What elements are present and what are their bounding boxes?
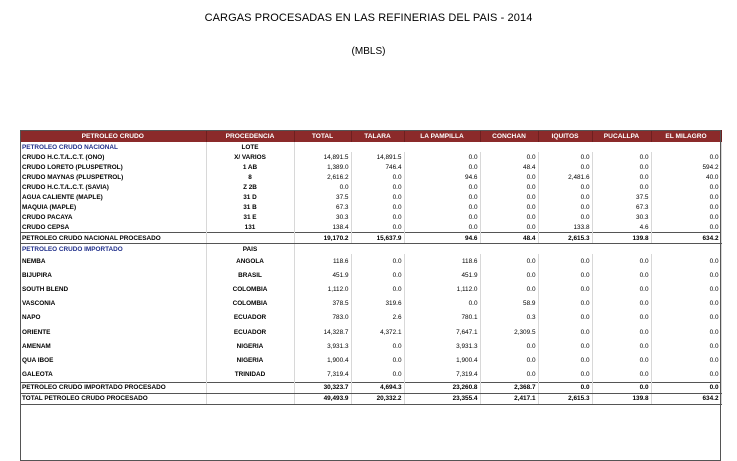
- table-cell: 451.9: [404, 268, 480, 282]
- table-cell: 0.0: [538, 202, 592, 212]
- table-cell: 0.0: [651, 297, 721, 311]
- table-cell: 0.0: [480, 368, 538, 383]
- table-row: [20, 152, 721, 162]
- table-cell: 0.0: [404, 192, 480, 202]
- table-cell: COLOMBIA: [206, 282, 294, 296]
- table-cell: Z 2B: [206, 182, 294, 192]
- table-cell: 634.2: [651, 233, 721, 244]
- table-cell: BIJUPIRA: [20, 268, 206, 282]
- header-conchan: CONCHAN: [480, 130, 538, 142]
- section-column-label: LOTE: [206, 142, 294, 152]
- table-cell: 2,616.2: [294, 172, 351, 182]
- table-cell: [206, 233, 294, 244]
- table-cell: 0.0: [480, 268, 538, 282]
- table-cell: 1,389.0: [294, 162, 351, 172]
- table-row: [20, 282, 721, 296]
- table-cell: 2,481.6: [538, 172, 592, 182]
- table-cell: 0.0: [592, 268, 651, 282]
- section-label: PETROLEO CRUDO IMPORTADO: [20, 244, 206, 255]
- table-cell: 1,900.4: [404, 353, 480, 367]
- subtotal-row-nacional: [20, 233, 721, 244]
- table-cell: TOTAL PETROLEO CRUDO PROCESADO: [20, 393, 206, 404]
- table-cell: 131: [206, 222, 294, 233]
- table-row: [20, 162, 721, 172]
- table-row: [20, 182, 721, 192]
- table-cell: 0.0: [592, 282, 651, 296]
- table-cell: CRUDO H.C.T./L.C.T. (SAVIA): [20, 182, 206, 192]
- table-cell: SOUTH BLEND: [20, 282, 206, 296]
- table-cell: CRUDO LORETO (PLUSPETROL): [20, 162, 206, 172]
- table-cell: 0.0: [592, 339, 651, 353]
- table-cell: 0.0: [404, 152, 480, 162]
- table-cell: CRUDO MAYNAS (PLUSPETROL): [20, 172, 206, 182]
- table-row: [20, 254, 721, 268]
- table-cell: 0.0: [592, 353, 651, 367]
- table-cell: TRINIDAD: [206, 368, 294, 383]
- table-cell: 0.0: [592, 368, 651, 383]
- table-cell: 0.0: [538, 368, 592, 383]
- table-cell: 2,615.3: [538, 393, 592, 404]
- table-cell: 0.0: [480, 353, 538, 367]
- table-cell: 19,170.2: [294, 233, 351, 244]
- table-cell: 30.3: [592, 212, 651, 222]
- table-cell: 0.0: [538, 282, 592, 296]
- table-cell: AGUA CALIENTE (MAPLE): [20, 192, 206, 202]
- table-cell: 94.6: [404, 233, 480, 244]
- table-cell: 0.0: [651, 382, 721, 393]
- table-cell: 634.2: [651, 393, 721, 404]
- table-cell: 0.0: [480, 152, 538, 162]
- table-cell: 0.0: [404, 162, 480, 172]
- table-cell: 0.0: [538, 382, 592, 393]
- table-row: [20, 297, 721, 311]
- table-cell: 139.8: [592, 393, 651, 404]
- table-cell: 783.0: [294, 311, 351, 325]
- section-label: PETROLEO CRUDO NACIONAL: [20, 142, 206, 152]
- table-cell: 23,260.8: [404, 382, 480, 393]
- table-cell: 40.0: [651, 172, 721, 182]
- table-row: [20, 325, 721, 339]
- table-cell: 0.0: [651, 268, 721, 282]
- table-cell: 0.3: [480, 311, 538, 325]
- table-cell: 133.8: [538, 222, 592, 233]
- table-row: [20, 368, 721, 383]
- table-cell: 0.0: [351, 282, 404, 296]
- table-cell: 0.0: [538, 162, 592, 172]
- table-cell: 0.0: [351, 339, 404, 353]
- table-cell: ECUADOR: [206, 325, 294, 339]
- report-units: (MBLS): [351, 46, 386, 57]
- table-cell: 0.0: [351, 192, 404, 202]
- table-row: [20, 202, 721, 212]
- table-cell: 3,931.3: [404, 339, 480, 353]
- table-cell: 0.0: [538, 182, 592, 192]
- table-cell: CRUDO CEPSA: [20, 222, 206, 233]
- table-row: [20, 192, 721, 202]
- table-cell: 319.6: [351, 297, 404, 311]
- table-cell: ANGOLA: [206, 254, 294, 268]
- table-cell: 58.9: [480, 297, 538, 311]
- table-cell: 31 D: [206, 192, 294, 202]
- table-cell: 1 AB: [206, 162, 294, 172]
- table-cell: 0.0: [651, 254, 721, 268]
- grand-total-row: [20, 393, 721, 404]
- table-cell: 0.0: [351, 222, 404, 233]
- table-cell: BRASIL: [206, 268, 294, 282]
- table-cell: 67.3: [294, 202, 351, 212]
- table-cell: 67.3: [592, 202, 651, 212]
- table-cell: 8: [206, 172, 294, 182]
- table-cell: 0.0: [480, 202, 538, 212]
- table-cell: 2,309.5: [480, 325, 538, 339]
- table-cell: VASCONIA: [20, 297, 206, 311]
- table-cell: MAQUIA (MAPLE): [20, 202, 206, 212]
- header-procedencia: PROCEDENCIA: [206, 130, 294, 142]
- table-cell: 0.0: [592, 297, 651, 311]
- table-cell: 0.0: [651, 202, 721, 212]
- table-cell: 7,647.1: [404, 325, 480, 339]
- table-cell: 4.6: [592, 222, 651, 233]
- table-cell: 30.3: [294, 212, 351, 222]
- table-cell: 30,323.7: [294, 382, 351, 393]
- table-cell: 0.0: [351, 254, 404, 268]
- table-cell: 0.0: [538, 212, 592, 222]
- table-cell: 1,112.0: [294, 282, 351, 296]
- header-el-milagro: EL MILAGRO: [651, 130, 721, 142]
- table-cell: 2,368.7: [480, 382, 538, 393]
- table-cell: 0.0: [538, 325, 592, 339]
- section-filler: [294, 244, 721, 255]
- header-iquitos: IQUITOS: [538, 130, 592, 142]
- table-cell: 14,891.5: [294, 152, 351, 162]
- table-row: [20, 353, 721, 367]
- table-cell: 0.0: [651, 222, 721, 233]
- table-cell: 2,615.3: [538, 233, 592, 244]
- section-column-label: PAIS: [206, 244, 294, 255]
- table-cell: 0.0: [351, 172, 404, 182]
- table-cell: 37.5: [294, 192, 351, 202]
- table-cell: 139.8: [592, 233, 651, 244]
- table-cell: 7,319.4: [294, 368, 351, 383]
- table-cell: 0.0: [651, 311, 721, 325]
- table-cell: 0.0: [480, 192, 538, 202]
- section-row-importado: [20, 244, 721, 255]
- table-cell: 0.0: [538, 152, 592, 162]
- table-cell: 451.9: [294, 268, 351, 282]
- table-cell: NIGERIA: [206, 353, 294, 367]
- table-cell: 0.0: [404, 212, 480, 222]
- table-cell: 0.0: [351, 182, 404, 192]
- section-filler: [294, 142, 721, 152]
- table-cell: 780.1: [404, 311, 480, 325]
- table-cell: 7,319.4: [404, 368, 480, 383]
- table-cell: 0.0: [404, 222, 480, 233]
- table-cell: COLOMBIA: [206, 297, 294, 311]
- table-cell: 0.0: [651, 325, 721, 339]
- header-pucallpa: PUCALLPA: [592, 130, 651, 142]
- table-cell: 0.0: [538, 297, 592, 311]
- table-cell: 0.0: [538, 353, 592, 367]
- table-cell: 0.0: [592, 254, 651, 268]
- table-cell: 0.0: [651, 152, 721, 162]
- table-cell: 14,891.5: [351, 152, 404, 162]
- table-cell: 0.0: [651, 192, 721, 202]
- table-cell: 1,900.4: [294, 353, 351, 367]
- table-cell: 0.0: [404, 202, 480, 212]
- table-cell: ORIENTE: [20, 325, 206, 339]
- table-cell: 0.0: [351, 268, 404, 282]
- table-cell: 0.0: [651, 212, 721, 222]
- table-row: [20, 222, 721, 233]
- table-cell: 48.4: [480, 233, 538, 244]
- table-cell: 0.0: [480, 254, 538, 268]
- table-cell: 0.0: [404, 297, 480, 311]
- table-row: [20, 339, 721, 353]
- table-cell: 0.0: [480, 222, 538, 233]
- table-cell: 0.0: [592, 182, 651, 192]
- table-cell: 49,493.9: [294, 393, 351, 404]
- table-cell: PETROLEO CRUDO IMPORTADO PROCESADO: [20, 382, 206, 393]
- table-row: [20, 212, 721, 222]
- table-cell: GALEOTA: [20, 368, 206, 383]
- table-header-row: [20, 130, 721, 142]
- table-cell: 0.0: [480, 172, 538, 182]
- table-cell: 48.4: [480, 162, 538, 172]
- table-cell: 3,931.3: [294, 339, 351, 353]
- report-title: CARGAS PROCESADAS EN LAS REFINERIAS DEL PAIS - 2014: [204, 12, 533, 24]
- table-cell: [206, 382, 294, 393]
- table-cell: 2.6: [351, 311, 404, 325]
- table-cell: 0.0: [480, 339, 538, 353]
- table-cell: 0.0: [480, 182, 538, 192]
- table-cell: 0.0: [480, 212, 538, 222]
- table-cell: 0.0: [592, 325, 651, 339]
- table-cell: CRUDO PACAYA: [20, 212, 206, 222]
- table-cell: 0.0: [351, 212, 404, 222]
- header-total: TOTAL: [294, 130, 351, 142]
- table-cell: 0.0: [538, 339, 592, 353]
- table-cell: 0.0: [351, 368, 404, 383]
- table-cell: NEMBA: [20, 254, 206, 268]
- table-row: [20, 172, 721, 182]
- header-petroleo-crudo: PETROLEO CRUDO: [20, 130, 206, 142]
- table-cell: 4,372.1: [351, 325, 404, 339]
- table-cell: 0.0: [651, 282, 721, 296]
- table-cell: 20,332.2: [351, 393, 404, 404]
- table-cell: 0.0: [480, 282, 538, 296]
- table-cell: 0.0: [651, 182, 721, 192]
- table-row: [20, 311, 721, 325]
- table-cell: 0.0: [538, 254, 592, 268]
- table-cell: 1,112.0: [404, 282, 480, 296]
- crude-processing-table: [20, 130, 722, 405]
- table-cell: QUA IBOE: [20, 353, 206, 367]
- table-cell: NIGERIA: [206, 339, 294, 353]
- table-row: [20, 268, 721, 282]
- table-cell: 0.0: [538, 268, 592, 282]
- table-cell: 0.0: [351, 353, 404, 367]
- table-cell: ECUADOR: [206, 311, 294, 325]
- table-cell: 118.6: [404, 254, 480, 268]
- table-cell: 0.0: [294, 182, 351, 192]
- table-cell: 0.0: [404, 182, 480, 192]
- section-row-nacional: [20, 142, 721, 152]
- table-cell: 0.0: [351, 202, 404, 212]
- table-cell: 0.0: [592, 382, 651, 393]
- table-cell: 746.4: [351, 162, 404, 172]
- header-talara: TALARA: [351, 130, 404, 142]
- table-cell: 37.5: [592, 192, 651, 202]
- table-cell: [206, 393, 294, 404]
- table-cell: 31 E: [206, 212, 294, 222]
- table-cell: 2,417.1: [480, 393, 538, 404]
- table-cell: 0.0: [592, 172, 651, 182]
- table-cell: 0.0: [651, 353, 721, 367]
- table-cell: AMENAM: [20, 339, 206, 353]
- table-cell: 0.0: [592, 162, 651, 172]
- table-cell: 118.6: [294, 254, 351, 268]
- table-cell: 31 B: [206, 202, 294, 212]
- table-cell: CRUDO H.C.T./L.C.T. (ONO): [20, 152, 206, 162]
- table-cell: NAPO: [20, 311, 206, 325]
- table-cell: 0.0: [651, 368, 721, 383]
- table-cell: X/ VARIOS: [206, 152, 294, 162]
- table-cell: 0.0: [538, 311, 592, 325]
- table-cell: 0.0: [592, 152, 651, 162]
- table-cell: 594.2: [651, 162, 721, 172]
- table-cell: 378.5: [294, 297, 351, 311]
- table-cell: 14,328.7: [294, 325, 351, 339]
- header-la-pampilla: LA PAMPILLA: [404, 130, 480, 142]
- table-cell: 23,355.4: [404, 393, 480, 404]
- table-cell: 15,637.9: [351, 233, 404, 244]
- table-cell: PETROLEO CRUDO NACIONAL PROCESADO: [20, 233, 206, 244]
- subtotal-row-importado: [20, 382, 721, 393]
- table-cell: 138.4: [294, 222, 351, 233]
- table-cell: 0.0: [538, 192, 592, 202]
- table-cell: 4,694.3: [351, 382, 404, 393]
- table-cell: 94.6: [404, 172, 480, 182]
- table-cell: 0.0: [592, 311, 651, 325]
- table-cell: 0.0: [651, 339, 721, 353]
